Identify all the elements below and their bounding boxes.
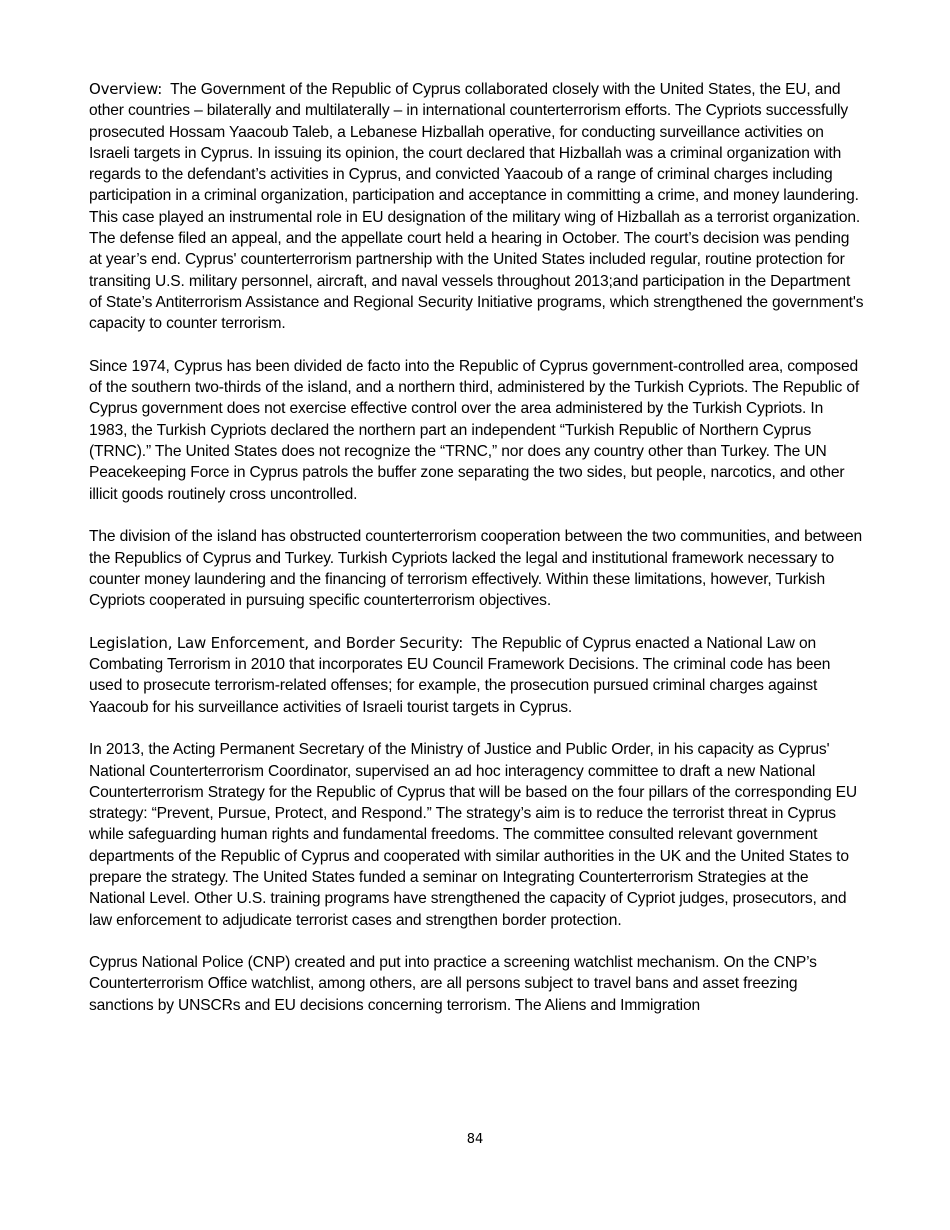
paragraph-strategy-2013 xyxy=(89,739,864,931)
section-heading-overview: Overview: xyxy=(89,80,163,98)
paragraph-overview xyxy=(89,79,864,335)
paragraph-text: The Government of the Republic of Cyprus collaborated closely with the United States, the EU, and other countries – bilaterally and multilaterally – in international counterterrorism efforts. The Cypriots successfully prosecuted Hossam Yaacoub Taleb, a Lebanese Hizballah operative, for conducting surveillance activities on Israeli targets in Cyprus. In issuing its opinion, the court declared that Hizballah was a criminal organization with regards to the defendant’s activities in Cyprus, and convicted Yaacoub of a range of criminal charges including participation in a criminal organization, participation and acceptance in committing a crime, and money laundering. This case played an instrumental role in EU designation of the military wing of Hizballah as a terrorist organization. The defense filed an appeal, and the appellate court held a hearing in October. The court’s decision was pending at year’s end. Cyprus' counterterrorism partnership with the United States included regular, routine protection for transiting U.S. military personnel, aircraft, and naval vessels throughout 2013;and participation in the Department of State’s Antiterrorism Assistance and Regional Security Initiative programs, which strengthened the government's capacity to counter terrorism. xyxy=(89,81,864,333)
paragraph-text: Since 1974, Cyprus has been divided de facto into the Republic of Cyprus government-controlled area, composed of the southern two-thirds of the island, and a northern third, administered by the Turkish Cypriots. The Republic of Cyprus government does not exercise effective control over the area administered by the Turkish Cypriots. In 1983, the Turkish Cypriots declared the northern part an independent “Turkish Republic of Northern Cyprus (TRNC).” The United States does not recognize the “TRNC,” nor does any country other than Turkey. The UN Peacekeeping Force in Cyprus patrols the buffer zone separating the two sides, but people, narcotics, and other illicit goods routinely cross uncontrolled. xyxy=(89,357,860,503)
paragraph-legislation xyxy=(89,633,864,718)
paragraph-cooperation-obstructed xyxy=(89,526,864,611)
page-number: 84 xyxy=(466,1132,484,1147)
paragraph-watchlist xyxy=(89,952,864,1016)
paragraph-text: Cyprus National Police (CNP) created and put into practice a screening watchlist mechanism. On the CNP’s Counterterrorism Office watchlist, among others, are all persons subject to travel bans and asset freezing sanctions by UNSCRs and EU decisions concerning terrorism. The Aliens and Immigration xyxy=(89,954,817,1014)
document-body xyxy=(89,79,864,1037)
paragraph-text: The Republic of Cyprus enacted a National Law on Combating Terrorism in 2010 that incorporates EU Council Framework Decisions. The criminal code has been used to prosecute terrorism-related offenses; for example, the prosecution pursued criminal charges against Yaacoub for his surveillance activities of Israeli tourist targets in Cyprus. xyxy=(89,634,831,716)
paragraph-text: In 2013, the Acting Permanent Secretary of the Ministry of Justice and Public Order, in his capacity as Cyprus' National Counterterrorism Coordinator, supervised an ad hoc interagency committee to draft a new National Counterterrorism Strategy for the Republic of Cyprus that will be based on the four pillars of the corresponding EU strategy: “Prevent, Pursue, Protect, and Respond.” The strategy’s aim is to reduce the terrorist threat in Cyprus while safeguarding human rights and fundamental freedoms. The committee consulted relevant government departments of the Republic of Cyprus and cooperated with similar authorities in the UK and the United States to prepare the strategy. The United States funded a seminar on Integrating Counterterrorism Strategies at the National Level. Other U.S. training programs have strengthened the capacity of Cypriot judges, prosecutors, and law enforcement to adjudicate terrorist cases and strengthen border protection. xyxy=(89,741,858,929)
section-heading-legislation: Legislation, Law Enforcement, and Border Security: xyxy=(89,633,464,652)
paragraph-text: The division of the island has obstructed counterterrorism cooperation between the two communities, and between the Republics of Cyprus and Turkey. Turkish Cypriots lacked the legal and institutional framework necessary to counter money laundering and the financing of terrorism effectively. Within these limitations, however, Turkish Cypriots cooperated in pursuing specific counterterrorism objectives. xyxy=(89,528,863,610)
paragraph-division-1974 xyxy=(89,356,864,505)
